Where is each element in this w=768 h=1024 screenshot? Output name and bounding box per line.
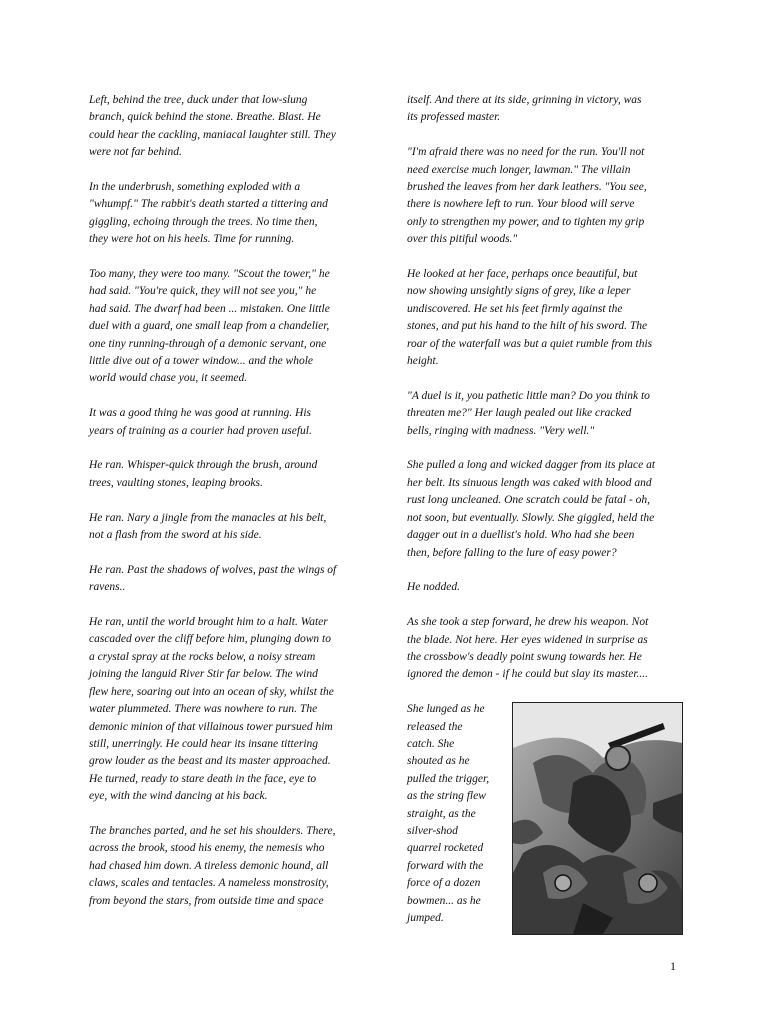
text-line: could hear the cackling, maniacal laughter still. They (89, 128, 336, 141)
text-line: force of a dozen (407, 877, 481, 890)
text-line: He nodded. (407, 581, 461, 594)
text-line: quarrel rocketed (407, 842, 484, 855)
text-line: threaten me?" Her laugh pealed out like cracked (407, 407, 632, 420)
text-line: He ran. Past the shadows of wolves, past the wings of (89, 563, 337, 576)
paragraph (89, 266, 374, 388)
text-line: silver-shod (407, 824, 458, 837)
paragraph (89, 92, 374, 162)
text-line: little dive out of a tower window... and the whole (89, 355, 314, 368)
text-line: He ran. Whisper-quick through the brush, around (89, 459, 318, 472)
text-line: rust long uncleaned. One scratch could be fatal - oh, (407, 494, 651, 507)
text-line: bells, ringing with madness. "Very well." (407, 424, 595, 437)
paragraph (89, 614, 374, 805)
text-line: only to strengthen my power, and to tighten my grip (407, 215, 645, 228)
text-line: the crossbow's deadly point swung towards her. He (407, 650, 642, 663)
text-line: cascaded over the cliff before him, plunging down to (89, 633, 331, 646)
text-line: claws, scales and tentacles. A nameless monstrosity, (89, 877, 329, 890)
text-line: not soon, but eventually. Slowly. She giggled, held the (407, 511, 655, 524)
text-line: straight, as the (407, 807, 476, 820)
text-line: He ran. Nary a jingle from the manacles at his belt, (89, 511, 327, 524)
text-line: As she took a step forward, he drew his weapon. Not (407, 616, 649, 629)
text-line: pulled the trigger, (407, 772, 490, 785)
text-line: trees, vaulting stones, leaping brooks. (89, 476, 263, 489)
text-line: over this pitiful woods." (407, 233, 518, 246)
battle-illustration (512, 702, 683, 935)
text-line: from beyond the stars, from outside time and space (89, 894, 324, 907)
paragraph (89, 510, 374, 545)
text-line: It was a good thing he was good at running. His (89, 407, 312, 420)
text-line: shouted as he (407, 755, 470, 768)
text-line: He ran, until the world brought him to a halt. Water (89, 616, 328, 629)
text-line: were not far behind. (89, 146, 182, 159)
text-line: they were hot on his heels. Time for running. (89, 233, 295, 246)
text-line: its professed master. (407, 111, 501, 124)
text-line: duel with a guard, one small leap from a chandelier, (89, 320, 330, 333)
text-line: grow louder as the beast and its master approached. (89, 755, 331, 768)
text-line: roar of the waterfall was but a quiet rumble from this (407, 337, 653, 350)
text-line: the blade. Not here. Her eyes widened in surprise as (407, 633, 648, 646)
text-line: In the underbrush, something exploded with a (89, 181, 301, 194)
right-column (407, 92, 681, 947)
text-line: dagger out in a duellist's hold. Who had she been (407, 529, 635, 542)
text-line: bowmen... as he (407, 894, 481, 907)
paragraph (89, 823, 374, 910)
text-line: need exercise much longer, lawman." The villain (407, 163, 631, 176)
paragraph (89, 562, 374, 597)
text-line: world would chase you, it seemed. (89, 372, 248, 385)
text-line: forward with the (407, 859, 484, 872)
figure-block (407, 701, 681, 947)
text-line: as the string flew (407, 790, 486, 803)
text-line: He turned, ready to stare death in the face, eye to (89, 772, 317, 785)
text-line: eye, with the wind dancing at his back. (89, 790, 268, 803)
text-line: flew here, soaring out into an ocean of sky, whilst the (89, 685, 334, 698)
text-line: "whumpf." The rabbit's death started a tittering and (89, 198, 328, 211)
text-line: there is nowhere left to run. Your blood will serve (407, 198, 635, 211)
paragraph (89, 179, 374, 249)
text-line: stones, and put his hand to the hilt of his sword. The (407, 320, 648, 333)
left-column (89, 92, 374, 927)
text-line: Left, behind the tree, duck under that low-slung (89, 94, 308, 106)
text-line: then, before falling to the lure of easy power? (407, 546, 617, 559)
text-line: one tiny running-through of a demonic servant, one (89, 337, 327, 350)
text-line: demonic minion of that villainous tower pursued him (89, 720, 333, 733)
text-line: still, unerringly. He could hear its insane tittering (89, 737, 319, 750)
paragraph (407, 92, 681, 127)
figure-wrap-paragraph (407, 701, 507, 927)
paragraph (407, 144, 681, 248)
text-line: brushed the leaves from her dark leathers. "You see, (407, 181, 647, 194)
text-line: catch. She (407, 737, 455, 750)
text-line: now showing unsightly signs of grey, like a leper (407, 285, 631, 298)
text-line: "A duel is it, you pathetic little man? Do you think to (407, 389, 650, 402)
text-line: height. (407, 355, 439, 368)
text-line: undiscovered. He set his feet firmly against the (407, 302, 623, 315)
text-line: joining the languid River Stir far below. The wind (89, 668, 318, 681)
text-line: He looked at her face, perhaps once beautiful, but (407, 268, 638, 281)
paragraph (89, 405, 374, 440)
text-line: branch, quick behind the stone. Breathe. Blast. He (89, 111, 321, 124)
text-line: The branches parted, and he set his shoulders. There, (89, 824, 336, 837)
paragraph (407, 614, 681, 684)
text-line: giggling, echoing through the trees. No time then, (89, 215, 318, 228)
text-line: ignored the demon - if he could but slay its master.... (407, 668, 649, 681)
text-line: ravens.. (89, 581, 126, 594)
text-line: She pulled a long and wicked dagger from its place at (407, 459, 656, 472)
text-line: had said. "You're quick, they will not see you," he (89, 285, 317, 298)
page-number: 1 (670, 959, 676, 973)
text-line: years of training as a courier had proven useful. (89, 424, 312, 437)
text-line: had chased him down. A tireless demonic hound, all (89, 859, 329, 872)
text-line: her belt. Its sinuous length was caked with blood and (407, 476, 652, 489)
text-line: had said. The dwarf had been ... mistaken. One little (89, 302, 330, 315)
text-line: Too many, they were too many. "Scout the tower," he (89, 268, 330, 281)
paragraph (89, 457, 374, 492)
text-line: water plummeted. There was nowhere to run. The (89, 703, 318, 716)
paragraph (407, 579, 681, 596)
paragraph (407, 266, 681, 370)
text-line: "I'm afraid there was no need for the run. You'll not (407, 146, 645, 159)
text-line: jumped. (407, 911, 444, 924)
text-line: itself. And there at its side, grinning in victory, was (407, 94, 642, 106)
text-line: a crystal spray at the rocks below, a noisy stream (89, 650, 316, 663)
paragraph (407, 457, 681, 561)
text-line: across the brook, stood his enemy, the nemesis who (89, 842, 325, 855)
text-line: released the (407, 720, 463, 733)
paragraph (407, 388, 681, 440)
text-line: not a flash from the sword at his side. (89, 529, 262, 542)
text-line: She lunged as he (407, 703, 485, 716)
